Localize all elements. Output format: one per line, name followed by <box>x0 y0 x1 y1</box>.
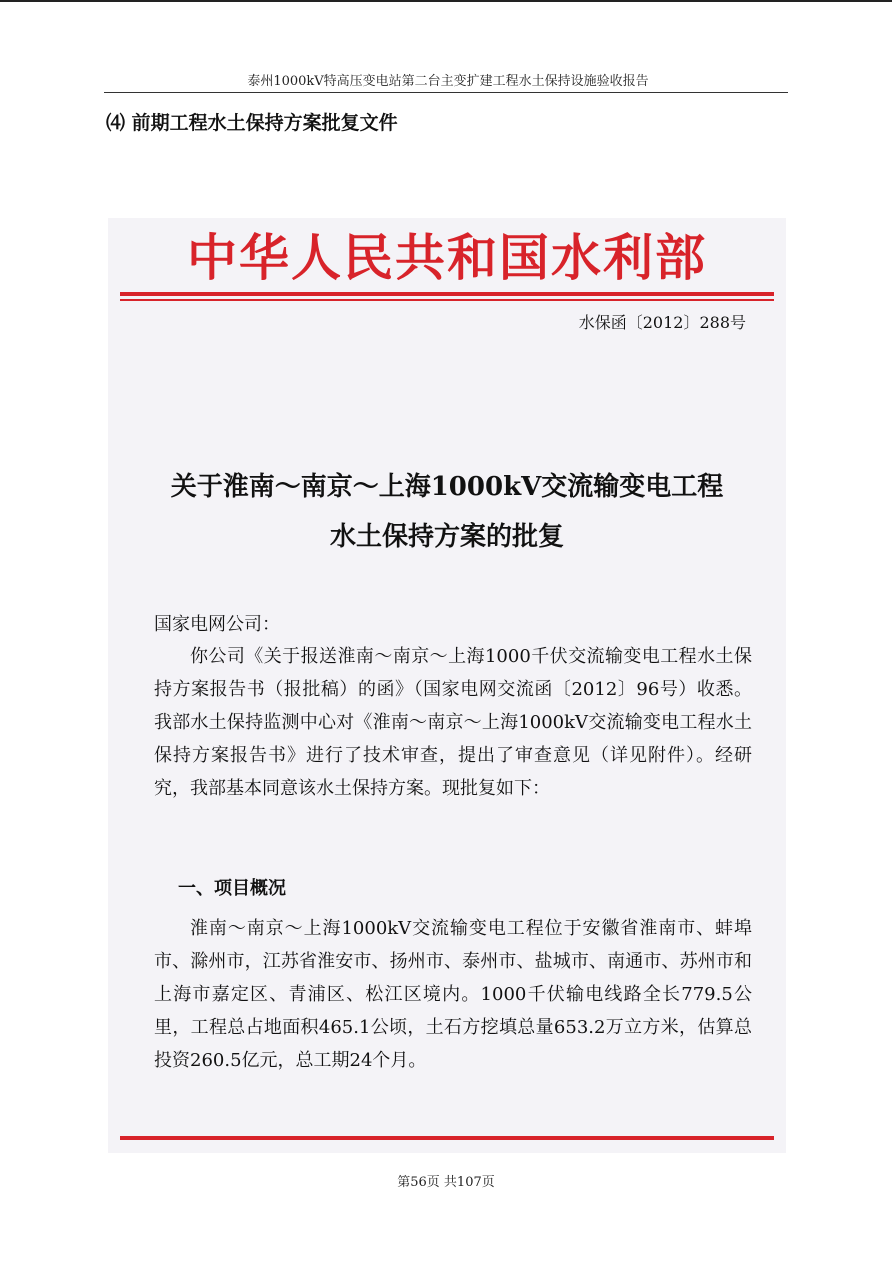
ministry-letterhead: 中华人民共和国水利部 <box>187 228 707 287</box>
body-paragraph-2: 淮南～南京～上海1000kV交流输变电工程位于安徽省淮南市、蚌埠市、滁州市，江苏省淮安市、扬州市、泰州市、盐城市、南通市、苏州市和上海市嘉定区、青浦区、松江区境内。1000千伏输电线路全长779.5公里，工程总占地面积465.1公顷，土石方挖填总量653.2万立方米，估算总投资260.5亿元，总工期24个月。 <box>154 918 752 1071</box>
red-rule-thin <box>120 299 774 301</box>
section-title: ⑷ 前期工程水土保持方案批复文件 <box>106 112 398 134</box>
page-footer: 第56页 共107页 <box>397 1175 495 1190</box>
scanned-document <box>108 218 786 1153</box>
body-paragraph-1: 你公司《关于报送淮南～南京～上海1000千伏交流输变电工程水土保持方案报告书（报批稿）的函》（国家电网交流函〔2012〕96号）收悉。我部水土保持监测中心对《淮南～南京～上海1000kV交流输变电工程水土保持方案报告书》进行了技术审查，提出了审查意见（详见附件）。经研究，我部基本同意该水土保持方案。现批复如下： <box>154 646 752 799</box>
running-header: 泰州1000kV特高压变电站第二台主变扩建工程水土保持设施验收报告 <box>247 74 649 89</box>
red-rule-thick <box>120 292 774 296</box>
addressee: 国家电网公司： <box>154 614 280 635</box>
top-border <box>0 0 892 2</box>
header-divider <box>104 92 788 93</box>
red-rule-bottom <box>120 1136 774 1140</box>
document-number: 水保函〔2012〕288号 <box>578 313 746 332</box>
document-title-line2: 水土保持方案的批复 <box>329 522 564 552</box>
document-title-line1: 关于淮南～南京～上海1000kV交流输变电工程 <box>170 472 724 502</box>
subheading-project-overview: 一、项目概况 <box>178 878 286 899</box>
